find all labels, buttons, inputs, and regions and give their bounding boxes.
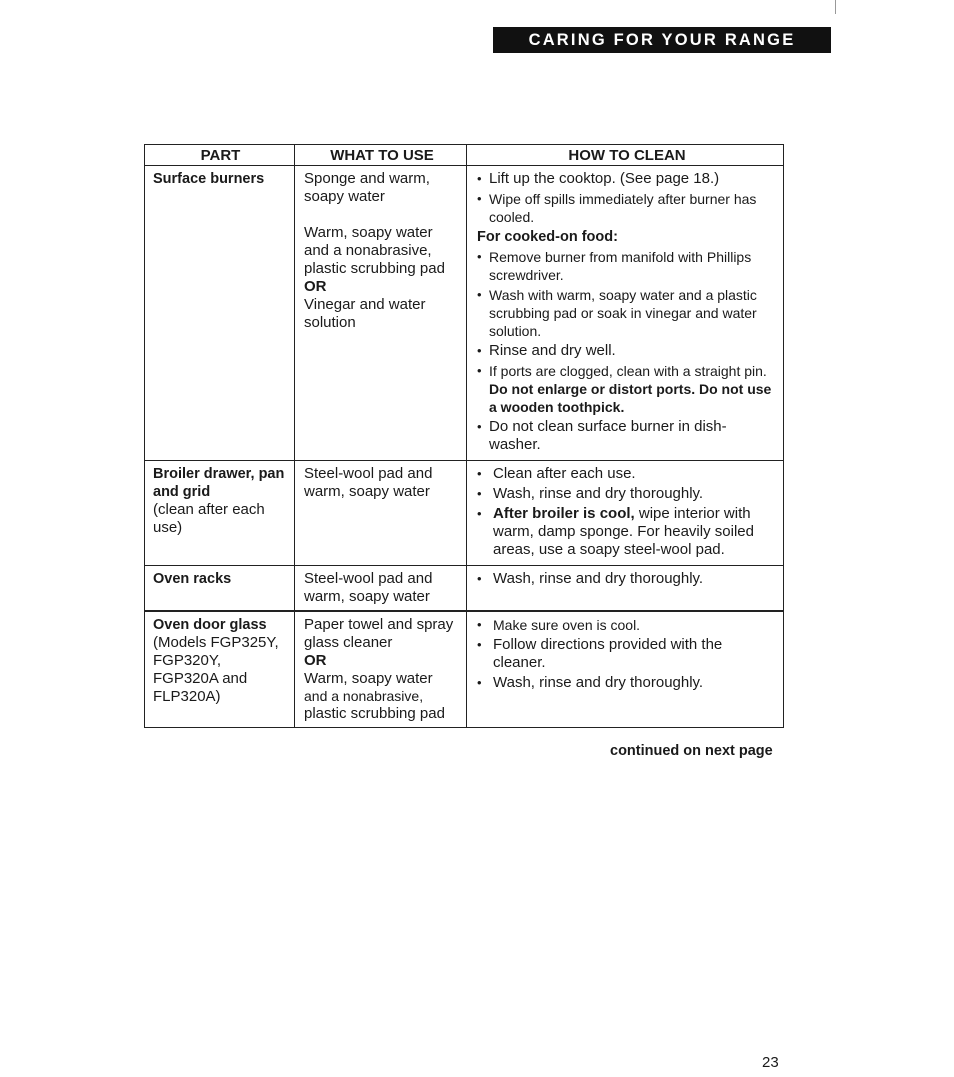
- part-note: (Models FGP325Y, FGP320Y, FGP320A and FLP320A): [153, 634, 279, 705]
- part-name: Oven racks: [153, 571, 232, 587]
- what-to-use: Paper towel and spray glass cleaner: [304, 616, 454, 651]
- step-item: • Remove burner from manifold with Phillips screwdriver.: [477, 248, 777, 284]
- page-number: 23: [762, 1054, 779, 1071]
- cleaning-steps: [477, 570, 777, 588]
- table-row: [145, 610, 783, 727]
- step-item: [477, 505, 777, 559]
- step-item: • Wash, rinse and dry thoroughly.: [477, 485, 777, 503]
- step-item: • Make sure oven is cool.: [477, 616, 777, 634]
- table-row: [145, 460, 783, 565]
- step-item: • Wipe off spills immediately after burner has cooled.: [477, 190, 777, 226]
- table-row: [145, 165, 783, 460]
- cleaning-steps: [477, 248, 777, 454]
- what-to-use: plastic scrubbing pad: [304, 705, 445, 722]
- column-header-part: PART: [145, 145, 295, 165]
- what-to-use: Warm, soapy water: [304, 670, 433, 687]
- step-emphasis: After broiler is cool,: [493, 505, 635, 522]
- section-banner: CARING FOR YOUR RANGE: [493, 27, 831, 53]
- what-to-use: Warm, soapy water and a nonabrasive, plastic scrubbing pad: [304, 224, 445, 277]
- cleaning-steps: [477, 616, 777, 692]
- column-header-how-to-clean: HOW TO CLEAN: [568, 147, 686, 164]
- top-rule: [835, 0, 836, 14]
- step-text: wipe interior with warm, damp sponge. For heavily soiled areas, use a soapy steel-wool pad.: [493, 505, 754, 558]
- part-note: (clean after each use): [153, 501, 265, 536]
- what-to-use: Vinegar and water solution: [304, 296, 426, 331]
- part-name: Broiler drawer, pan and grid: [153, 466, 285, 500]
- step-item: • Clean after each use.: [477, 465, 777, 483]
- step-item: • Wash with warm, soapy water and a plastic scrubbing pad or soak in vinegar and water solution.: [477, 286, 777, 340]
- step-item: • Lift up the cooktop. (See page 18.): [477, 170, 777, 188]
- step-warning: Do not enlarge or distort ports. Do not use a wooden toothpick.: [489, 381, 772, 415]
- column-header-what-to-use: WHAT TO USE: [295, 145, 467, 165]
- part-name: Oven door glass: [153, 617, 267, 633]
- step-item: • Wash, rinse and dry thoroughly.: [477, 570, 777, 588]
- what-to-use: Steel-wool pad and warm, soapy water: [304, 570, 433, 605]
- part-name: Surface burners: [153, 171, 265, 187]
- what-to-use: Sponge and warm, soapy water: [304, 170, 430, 205]
- step-text: If ports are clogged, clean with a straight pin.: [489, 363, 767, 379]
- or-separator: OR: [304, 278, 327, 295]
- what-to-use: Steel-wool pad and warm, soapy water: [304, 465, 433, 500]
- step-item: • Rinse and dry well.: [477, 342, 777, 360]
- cleaning-steps: [477, 465, 777, 559]
- step-item: • Follow directions provided with the cleaner.: [477, 636, 777, 672]
- continued-note: continued on next page: [610, 743, 773, 759]
- what-to-use: and a nonabrasive,: [304, 688, 424, 704]
- step-item: • Wash, rinse and dry thoroughly.: [477, 674, 777, 692]
- cooked-on-food-subhead: For cooked-on food:: [477, 229, 618, 245]
- cleaning-steps: [477, 170, 777, 226]
- or-separator: OR: [304, 652, 327, 669]
- table-header-row: [145, 144, 783, 165]
- step-item: [477, 362, 777, 416]
- table-row: [145, 565, 783, 610]
- step-item: • Do not clean surface burner in dish-washer.: [477, 418, 777, 454]
- cleaning-table: [144, 144, 784, 728]
